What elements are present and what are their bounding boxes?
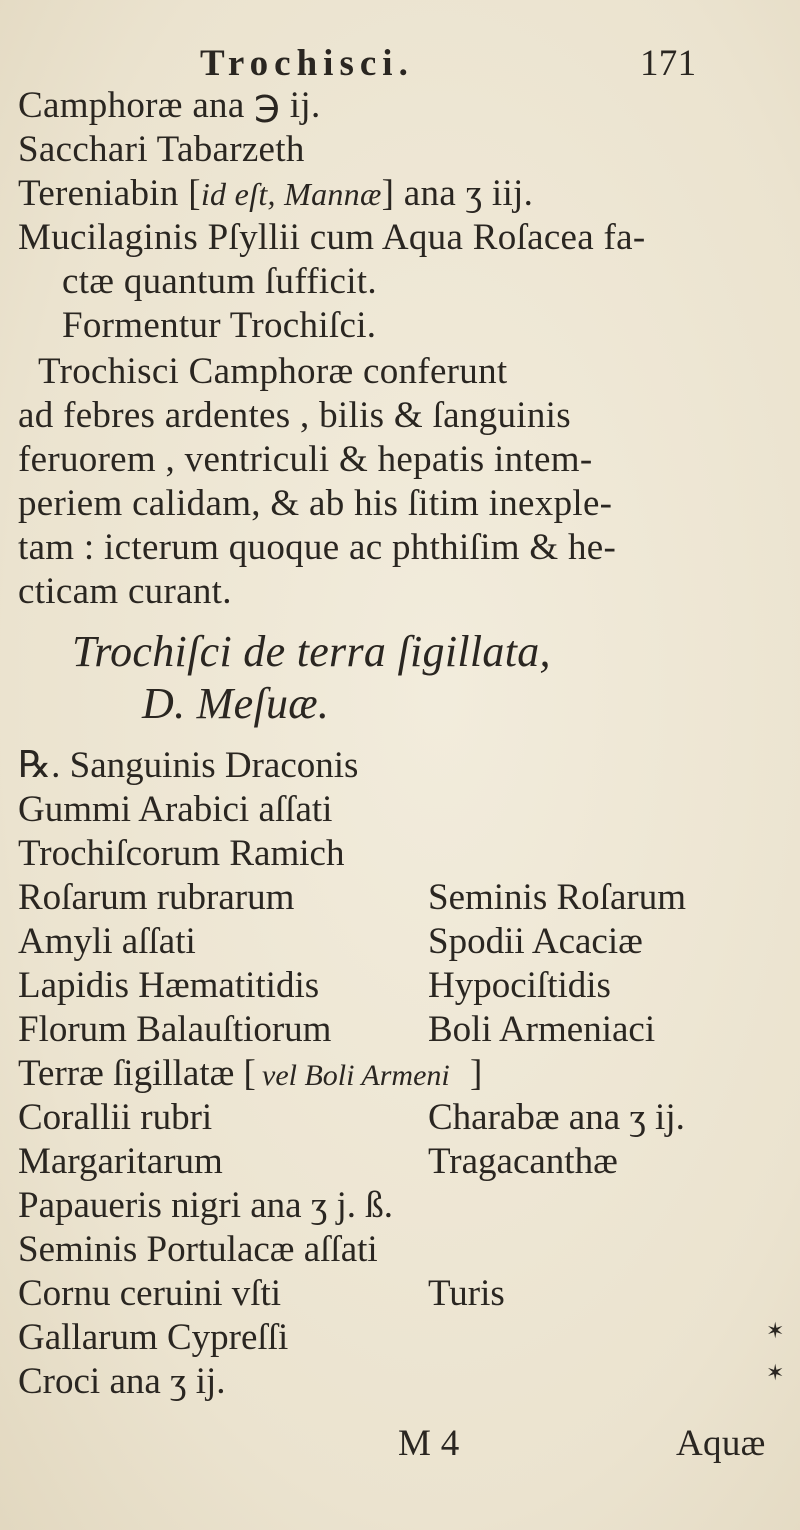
virtues-line3: feruorem , ventriculi & hepatis intem- [18, 439, 593, 480]
page-number: 171 [640, 43, 697, 84]
virtues-line1: Trochisci Camphoræ conferunt [38, 351, 508, 392]
marginal-asterisk: ✶ [766, 1360, 785, 1385]
ingredient-right: Charabæ ana ʒ ij. [428, 1097, 685, 1138]
ingredient-right: Seminis Roſarum [428, 877, 686, 918]
ingredient-left: Gummi Arabici aſſati [18, 789, 333, 830]
ingredient-left: Roſarum rubrarum [18, 877, 295, 918]
ingredient-left: Florum Balauſtiorum [18, 1009, 332, 1050]
ingredient-left: Terræ ſigillatæ [ [18, 1053, 256, 1094]
recipe1-line3-b: ] ana ʒ iij. [381, 173, 534, 214]
ingredient-left: Corallii rubri [18, 1097, 213, 1138]
recipe1-line3 [18, 172, 533, 216]
running-title: Trochisci. [200, 43, 414, 84]
ingredient-right: Hypociſtidis [428, 965, 611, 1006]
ingredient-left: Croci ana ʒ ij. [18, 1361, 226, 1402]
section-title-line1: Trochiſci de terra ſigillata, [72, 627, 551, 676]
recipe1-line5: ctæ quantum ſufficit. [62, 261, 377, 302]
virtues-line2: ad febres ardentes , bilis & ſanguinis [18, 395, 571, 436]
ingredient-left: ℞. Sanguinis Draconis [18, 745, 359, 786]
catchword: Aquæ [676, 1423, 766, 1464]
marginal-asterisk: ✶ [766, 1318, 785, 1343]
ingredient-right: Boli Armeniaci [428, 1009, 656, 1050]
ingredient-right: Spodii Acaciæ [428, 921, 643, 962]
recipe1-line6: Formentur Trochiſci. [62, 305, 377, 346]
ingredient-left: Lapidis Hæmatitidis [18, 965, 320, 1006]
ingredient-left: Gallarum Cypreſſi [18, 1317, 289, 1358]
virtues-line6: cticam curant. [18, 571, 232, 612]
recipe1-line3-italic: id eſt, Mannæ [200, 176, 382, 212]
ingredient-right: Tragacanthæ [428, 1141, 618, 1182]
ingredient-right: Turis [428, 1273, 505, 1314]
recipe1-line1: Camphoræ ana ℈ ij. [18, 85, 321, 126]
virtues-line5: tam : icterum quoque ac phthiſim & he- [18, 527, 617, 568]
ingredient-left: Margaritarum [18, 1141, 223, 1182]
ingredient-left: Amyli aſſati [18, 921, 196, 962]
terra-bracket-close: ] [470, 1053, 483, 1094]
ingredient-left: Seminis Portulacæ aſſati [18, 1229, 378, 1270]
ingredient-left: Trochiſcorum Ramich [18, 833, 345, 874]
terra-italic-note: vel Boli Armeni [262, 1059, 450, 1092]
signature-mark: M 4 [398, 1423, 460, 1464]
recipe1-line3-a: Tereniabin [ [18, 173, 201, 214]
recipe1-line4: Mucilaginis Pſyllii cum Aqua Roſacea fa- [18, 217, 646, 258]
virtues-line4: periem calidam, & ab his ſitim inexple- [18, 483, 613, 524]
ingredient-left: Papaueris nigri ana ʒ j. ß. [18, 1185, 394, 1226]
ingredient-left: Cornu ceruini vſti [18, 1273, 282, 1314]
section-title-line2: D. Meſuæ. [142, 679, 330, 728]
recipe1-line2: Sacchari Tabarzeth [18, 129, 305, 170]
